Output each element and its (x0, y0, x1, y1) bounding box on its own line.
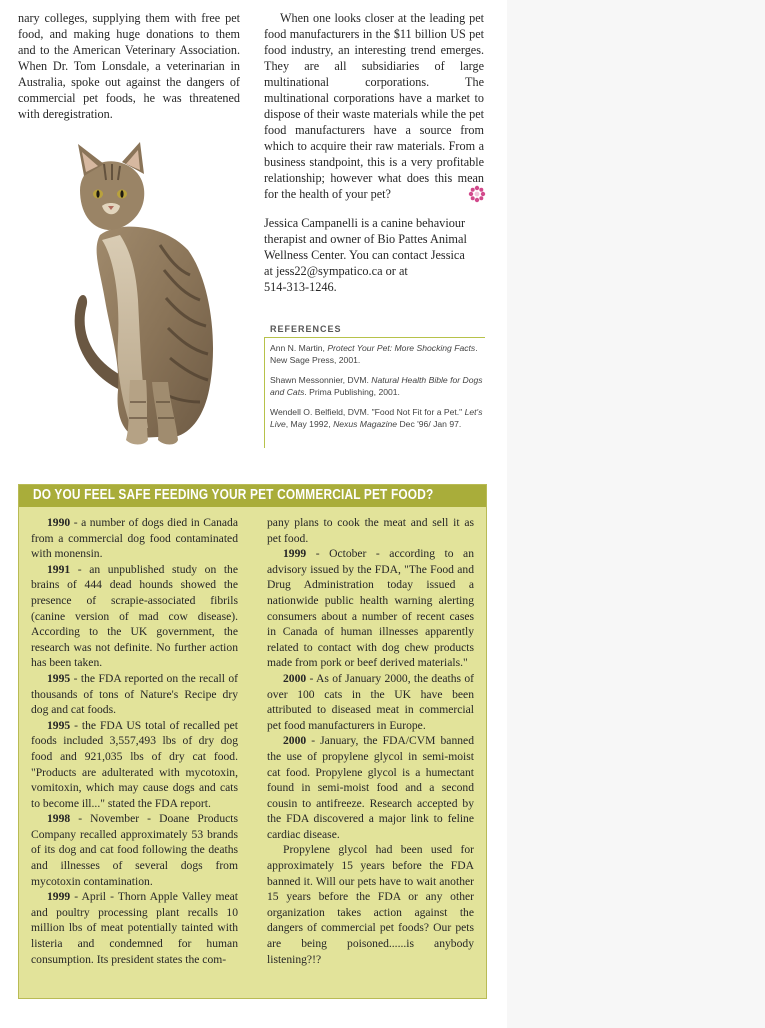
timeline-entry (267, 546, 474, 671)
box-header-bar (19, 485, 486, 507)
reference-title: Natural Health Bible for Dogs and Cats (270, 375, 483, 397)
pet-food-timeline-box (18, 484, 487, 999)
timeline-entry (31, 515, 238, 562)
timeline-text: - a number of dogs died in Canada from a commercial dog food contaminated with monensin. (31, 516, 238, 561)
timeline-entry (31, 671, 238, 718)
reference-item (270, 406, 486, 430)
article-paragraph: nary colleges, supplying them with free pet food, and making huge donations to them and to the American Veterinary Association. When Dr. Tom Lonsdale, a veterinarian in Australia, spoke out against the dangers of commercial pet foods, he was threatened with deregistration. (18, 11, 240, 121)
timeline-text: - April - Thorn Apple Valley meat and poultry processing plant recalls 10 million lbs of meat potentially tainted with listeria and condemned for human consumption. Its president states the com- (31, 890, 238, 966)
bio-line: 514-313-1246. (264, 280, 337, 294)
timeline-text: - November - Doane Products Company recalled approximately 53 brands of its dog and cat food following the deaths and illnesses of several dogs from mycotoxin contamination. (31, 812, 238, 888)
bio-line: Wellness Center. You can contact Jessica (264, 248, 465, 262)
reference-author: Shawn Messonnier, DVM. (270, 375, 372, 385)
author-bio (264, 215, 489, 295)
closing-paragraph: Propylene glycol had been used for approximately 15 years before the FDA banned it. Will our pets have to wait another 15 years before the FDA or any other organization takes action against the dangers of commercial pet foods? Our pets are being poisoned......is anybody listening?!? (267, 843, 474, 966)
reference-title: Protect Your Pet: More Shocking Facts (327, 343, 476, 353)
timeline-text: - As of January 2000, the deaths of over 100 cats in the UK have been attributed to diseased meat in commercial pet food manufacturers in Europe. (267, 671, 474, 732)
article-column-left (18, 10, 240, 122)
timeline-year: 1999 (283, 547, 307, 561)
timeline-continuation: pany plans to cook the meat and sell it as pet food. (267, 516, 474, 545)
timeline-entry (31, 562, 238, 671)
reference-publisher: . Prima Publishing, 2001. (304, 387, 400, 397)
timeline-year: 1990 (47, 516, 71, 529)
timeline-year: 1995 (47, 718, 71, 732)
timeline-year: 2000 (283, 734, 307, 748)
timeline-entry (31, 889, 238, 967)
article-paragraph: When one looks closer at the leading pet food manufacturers in the $11 billion US pet food industry, an interesting trend emerges. They are all subsidiaries of large multinational corporations. The multinational corporations have a market to dispose of their waste materials while the pet food manufacturers have a source from which to acquire their raw materials. From a business standpoint, this is a very profitable relationship; however what does this mean for the health of your pet? (264, 11, 484, 201)
timeline-year: 1991 (47, 562, 71, 576)
reference-author: Wendell O. Belfield, DVM. "Food Not Fit for a Pet." (270, 407, 465, 417)
bio-line: therapist and owner of Bio Pattes Animal (264, 232, 467, 246)
reference-title: Nexus Magazine (333, 419, 398, 429)
timeline-column-left (31, 515, 238, 967)
box-title: DO YOU FEEL SAFE FEEDING YOUR PET COMMERCIAL PET FOOD? (33, 487, 434, 503)
reference-item (270, 374, 486, 398)
reference-title: Let's Live (270, 407, 483, 429)
reference-item (270, 342, 486, 366)
article-column-right (264, 10, 484, 202)
timeline-year: 1999 (47, 890, 71, 904)
timeline-entry (31, 718, 238, 812)
flower-ornament-icon (468, 185, 486, 203)
reference-publisher: . New Sage Press, 2001. (270, 343, 478, 365)
page-margin (507, 0, 765, 1028)
tabby-cat-image (60, 140, 230, 450)
timeline-entry (267, 671, 474, 733)
references-list (270, 342, 486, 438)
references-heading: REFERENCES (270, 324, 342, 334)
timeline-text: - the FDA reported on the recall of thousands of tons of Nature's Recipe dry dog and cat foods. (31, 671, 238, 717)
bio-line: Jessica Campanelli is a canine behaviour (264, 216, 466, 230)
timeline-column-right (267, 515, 474, 967)
reference-author: Ann N. Martin, (270, 343, 328, 353)
timeline-year: 2000 (283, 671, 307, 685)
timeline-text: - the FDA US total of recalled pet foods included 3,557,493 lbs of dry dog food and 921,035 lbs of dry cat food. "Products are adulterated with mycotoxin, vomitoxin, which may cause dogs and cats to become ill..." stated the FDA report. (31, 718, 238, 810)
timeline-text: - January, the FDA/CVM banned the use of propylene glycol in semi-moist cat food. Propylene glycol is a humectant found in semi-moist food and a second cousin to antifreeze. Research accepted by the FDA discovered a major link to feline cardiac disease. (267, 734, 474, 841)
timeline-year: 1998 (47, 812, 71, 826)
timeline-year: 1995 (47, 671, 71, 685)
timeline-entry (267, 733, 474, 842)
reference-publisher: Dec '96/ Jan 97. (397, 419, 462, 429)
reference-publisher: , May 1992, (285, 419, 334, 429)
timeline-entry (31, 811, 238, 889)
bio-line: at jess22@sympatico.ca or at (264, 264, 408, 278)
timeline-text: - October - according to an advisory issued by the FDA, "The Food and Drug Administration today issued a nationwide public health warning alerting consumers about a number of recent cases in Canada of human illnesses apparently related to contact with dog chew products made from pork or beef derived materials." (267, 547, 474, 670)
timeline-text: - an unpublished study on the brains of 444 dead hounds showed the presence of scrapie-associated fibrils (canine version of mad cow disease). According to the UK government, the research was not definite. No further action has been taken. (31, 562, 238, 670)
